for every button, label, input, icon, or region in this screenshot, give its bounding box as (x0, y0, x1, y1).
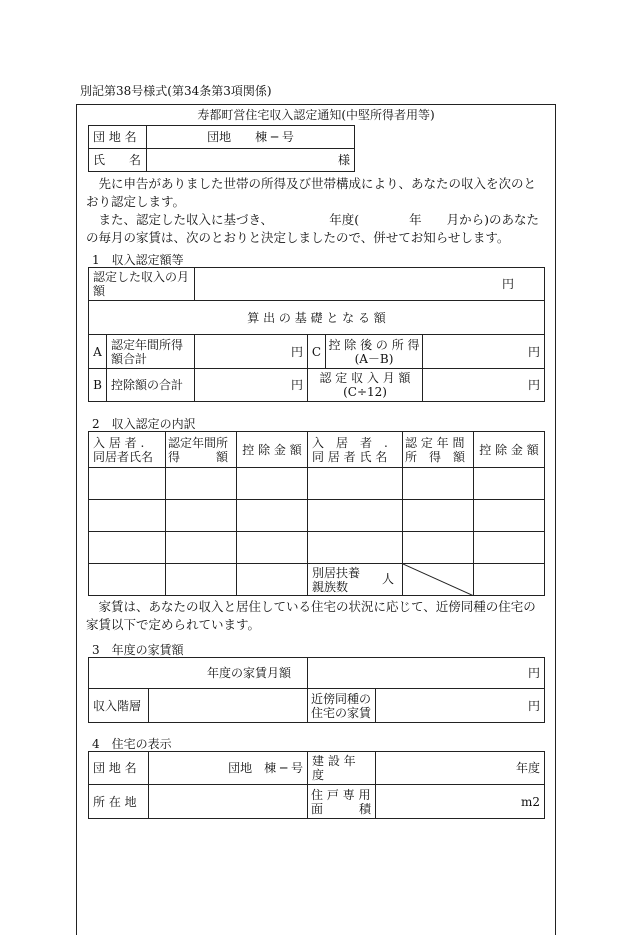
nearby-rent-line-1: 近傍同種の (311, 691, 372, 706)
col-person2-line-2: 同 居 者 氏 名 (312, 449, 388, 464)
col-income2-line-1: 認 定 年 間 (405, 435, 465, 450)
a-mark: A (89, 335, 107, 369)
cell (166, 500, 237, 532)
b-yen: 円 (195, 369, 308, 402)
c-mark: C (308, 335, 326, 369)
col-income2-header (403, 432, 474, 468)
section-4-heading: 4 住宅の表示 (92, 737, 172, 751)
income-class-label: 収入階層 (89, 689, 149, 723)
dependents-label-2: 親族数 (312, 579, 349, 594)
location-label: 所 在 地 (89, 785, 149, 819)
table-row (89, 468, 545, 500)
danchi-value: 団地 棟 ─ 号 (147, 126, 355, 149)
col-income2-line-2: 所 得 額 (405, 449, 466, 464)
table-row (89, 564, 545, 596)
c-yen: 円 (423, 335, 545, 369)
intro-paragraph-1: 先に申告がありました世帯の所得及び世帯構成により、あなたの収入を次のとおり認定します。 (86, 176, 537, 209)
a-label: 認定年間所得額合計 (107, 335, 195, 369)
area-label-line-1: 住 戸 専 用 (311, 787, 371, 802)
cell (474, 500, 545, 532)
area-label (308, 785, 376, 819)
table-row (89, 500, 545, 532)
danchi-label: 団 地 名 (89, 126, 147, 149)
recipient-table (88, 125, 355, 172)
area-unit: m2 (376, 785, 545, 819)
rent-table (88, 657, 545, 723)
cell (237, 564, 308, 596)
monthly-income-yen: 円 (195, 268, 545, 301)
cell (308, 500, 403, 532)
dependents-unit: 人 (381, 572, 394, 586)
income-class-value (149, 689, 308, 723)
document-title: 寿都町営住宅収入認定通知(中堅所得者用等) (197, 108, 435, 122)
col-deduction-header: 控 除 金 額 (237, 432, 308, 468)
cell (308, 532, 403, 564)
col-person2-header (308, 432, 403, 468)
cell (403, 500, 474, 532)
rent-yen: 円 (308, 658, 545, 689)
col-income-line-2: 得 額 (168, 449, 229, 464)
section-2-heading: 2 収入認定の内訳 (92, 417, 196, 431)
breakdown-table (88, 431, 545, 596)
rent-label: 年度の家賃月額 (89, 658, 308, 689)
cell (166, 532, 237, 564)
location-value (149, 785, 308, 819)
cell (474, 532, 545, 564)
b-mark: B (89, 369, 107, 402)
cell (89, 532, 166, 564)
diagonal-line (403, 564, 474, 596)
d-label (308, 369, 423, 402)
col-person2-line-1: 入 居 者 . (312, 435, 388, 450)
built-year-unit: 年度 (376, 752, 545, 785)
col-income-line-1: 認定年間所 (168, 435, 229, 450)
d-label-text: 認 定 収 入 月 額 (319, 371, 411, 385)
a-yen: 円 (195, 335, 308, 369)
built-year-label: 建 設 年 度 (308, 752, 376, 785)
table-row (89, 532, 545, 564)
cell (89, 500, 166, 532)
c-formula: (A－B) (354, 351, 394, 366)
cell (474, 564, 545, 596)
d-yen: 円 (423, 369, 545, 402)
diagonal-cell (403, 564, 474, 596)
cell (166, 564, 237, 596)
form-reference: 別記第38号様式(第34条第3項関係) (80, 84, 272, 98)
cell (403, 468, 474, 500)
col-person-header (89, 432, 166, 468)
nearby-rent-line-2: 住宅の家賃 (311, 705, 372, 720)
intro-paragraph-2: また、認定した収入に基づき、 年度( 年 月から)のあなたの毎月の家賃は、次のとおりと決定しましたので、併せてお知らせします。 (86, 212, 540, 245)
name-label: 氏 名 (89, 149, 147, 172)
rent-note: 家賃は、あなたの収入と居住している住宅の状況に応じて、近傍同種の住宅の家賃以下で定められています。 (86, 599, 536, 632)
section-3-heading: 3 年度の家賃額 (92, 643, 184, 657)
income-table (88, 267, 545, 402)
cell (166, 468, 237, 500)
section-1-heading: 1 収入認定額等 (92, 253, 184, 267)
col-person-line-1: 入 居 者 . (93, 435, 145, 450)
name-suffix: 様 (147, 149, 355, 172)
dependents-cell (308, 564, 403, 596)
c-label (326, 335, 423, 369)
cell (474, 468, 545, 500)
cell (237, 532, 308, 564)
col-person-line-2: 同居者氏名 (93, 449, 154, 464)
dependents-label-1: 別居扶養 (312, 565, 361, 580)
col-deduction2-header: 控 除 金 額 (474, 432, 545, 468)
basis-label: 算 出 の 基 礎 と な る 額 (89, 301, 545, 335)
col-income-header (166, 432, 237, 468)
c-label-text: 控 除 後 の 所 得 (328, 337, 420, 352)
housing-table (88, 751, 545, 819)
housing-danchi-label: 団 地 名 (89, 752, 149, 785)
d-formula: (C÷12) (343, 385, 387, 399)
cell (237, 500, 308, 532)
area-label-line-2: 面 積 (311, 801, 372, 816)
nearby-rent-label (308, 689, 376, 723)
cell (89, 468, 166, 500)
b-label: 控除額の合計 (107, 369, 195, 402)
cell (237, 468, 308, 500)
monthly-income-label: 認定した収入の月額 (89, 268, 195, 301)
cell (89, 564, 166, 596)
cell (403, 532, 474, 564)
nearby-rent-yen: 円 (376, 689, 545, 723)
housing-danchi-value: 団地 棟 ─ 号 (149, 752, 308, 785)
cell (308, 468, 403, 500)
